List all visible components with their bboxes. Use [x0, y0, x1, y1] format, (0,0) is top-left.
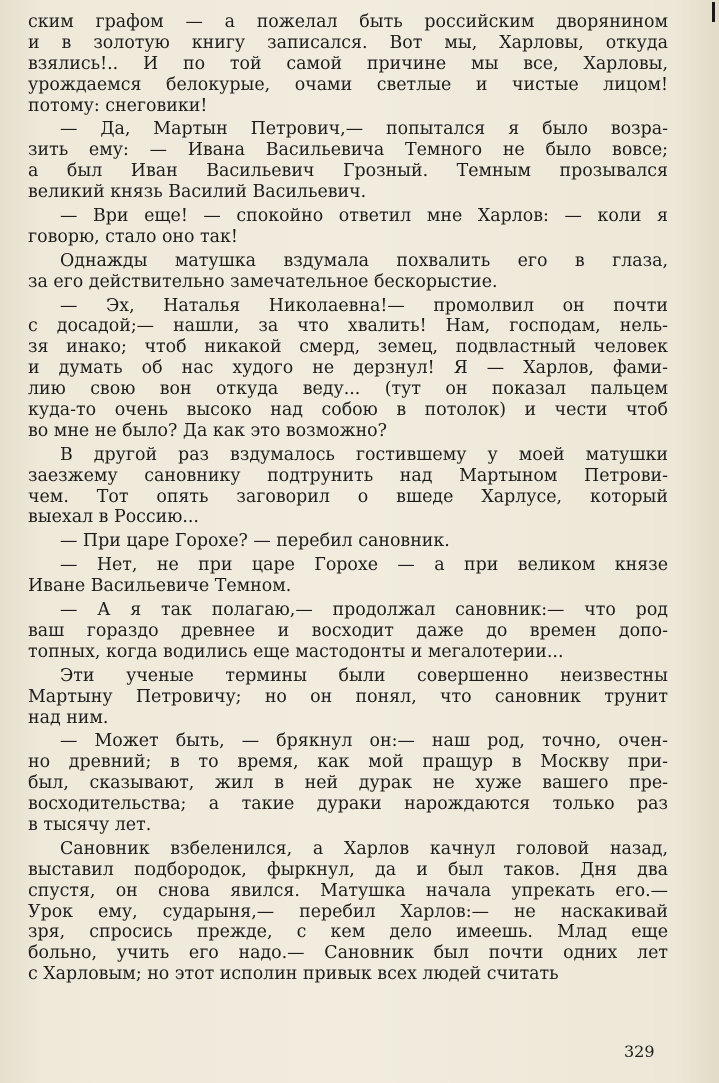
text-line: в тысячу лет.	[28, 814, 152, 835]
page-number: 329	[624, 1042, 655, 1061]
text-line: зря, спросись прежде, с кем дело имеешь. Млад еще	[28, 922, 668, 943]
text-line: Однажды матушка вздумала похвалить его в глаза,	[60, 250, 668, 271]
text-line: топных, когда водились еще мастодонты и мегалотерии...	[28, 641, 564, 662]
text-line: заезжему сановнику подтрунить над Мартыном Петрови-	[28, 465, 668, 486]
text-line: взялись!.. И по той самой причине мы все, Харловы,	[28, 53, 668, 74]
text-line: лию свою вон откуда веду... (тут он показал пальцем	[28, 379, 668, 400]
text-line: зить ему: — Ивана Васильевича Темного не было вовсе;	[28, 140, 668, 161]
page-edge-mark	[712, 2, 715, 22]
text-line: а был Иван Васильевич Грозный. Темным прозывался	[28, 161, 668, 182]
text-line: но древний; в то время, как мой пращур в Москву при-	[28, 752, 668, 773]
text-line: больно, учить его надо.— Сановник был почти одних лет	[28, 943, 668, 964]
text-line: выехал в Россию...	[28, 507, 199, 528]
text-line: спустя, он снова явился. Матушка начала упрекать его.—	[28, 880, 668, 901]
text-line: над ним.	[28, 707, 109, 728]
text-line: — Ври еще! — спокойно ответил мне Харлов: — коли я	[60, 206, 668, 227]
text-line: потому: снеговики!	[28, 95, 208, 116]
text-line: говорю, стало оно так!	[28, 226, 238, 247]
text-line: — При царе Горохе? — перебил сановник.	[60, 531, 450, 552]
text-line: куда-то очень высоко над собою в потолок) и чести чтоб	[28, 400, 668, 421]
text-line: зя инако; чтоб никакой смерд, земец, подвластный человек	[28, 337, 668, 358]
text-line: Сановник взбеленился, а Харлов качнул головой назад,	[60, 838, 668, 859]
text-line: — А я так полагаю,— продолжал сановник:— что род	[60, 600, 668, 621]
text-line: с досадой;— нашли, за что хвалить! Нам, господам, нель-	[28, 316, 668, 337]
text-line: и думать об нас худого не дерзнул! Я — Харлов, фами-	[28, 358, 668, 379]
text-line: восходительства; а такие дураки нарождаются только раз	[28, 794, 668, 815]
text-line: — Может быть, — брякнул он:— наш род, точно, очен-	[60, 731, 668, 752]
text-line: Урок ему, сударыня,— перебил Харлов:— не наскакивай	[28, 901, 668, 922]
text-line: ваш гораздо древнее и восходит даже до времен допо-	[28, 620, 668, 641]
text-line: В другой раз вздумалось гостившему у моей матушки	[60, 444, 668, 465]
text-line: — Да, Мартын Петрович,— попытался я было возра-	[60, 119, 668, 140]
text-line: во мне не было? Да как это возможно?	[28, 420, 387, 441]
text-line: выставил подбородок, фыркнул, да и был таков. Дня два	[28, 859, 668, 880]
text-line: урождаемся белокурые, очами светлые и чистые лицом!	[28, 74, 668, 95]
text-line: за его действительно замечательное бескорыстие.	[28, 271, 498, 292]
text-line: был, сказывают, жил в ней дурак не хуже вашего пре-	[28, 773, 668, 794]
text-line: с Харловым; но этот исполин привык всех людей считать	[28, 964, 559, 985]
text-line: — Эх, Наталья Николаевна!— промолвил он почти	[60, 295, 668, 316]
text-line: Иване Васильевиче Темном.	[28, 576, 292, 597]
text-line: Мартыну Петровичу; но он понял, что сановник трунит	[28, 686, 668, 707]
body-text	[28, 12, 668, 985]
text-line: чем. Тот опять заговорил о вшеде Харлусе, который	[28, 486, 668, 507]
text-line: ским графом — а пожелал быть российским дворянином	[28, 12, 668, 32]
text-line: великий князь Василий Васильевич.	[28, 182, 367, 203]
text-line: и в золотую книгу записался. Вот мы, Харловы, откуда	[28, 32, 668, 53]
text-line: — Нет, не при царе Горохе — а при великом князе	[60, 555, 668, 576]
text-line: Эти ученые термины были совершенно неизвестны	[60, 665, 668, 686]
